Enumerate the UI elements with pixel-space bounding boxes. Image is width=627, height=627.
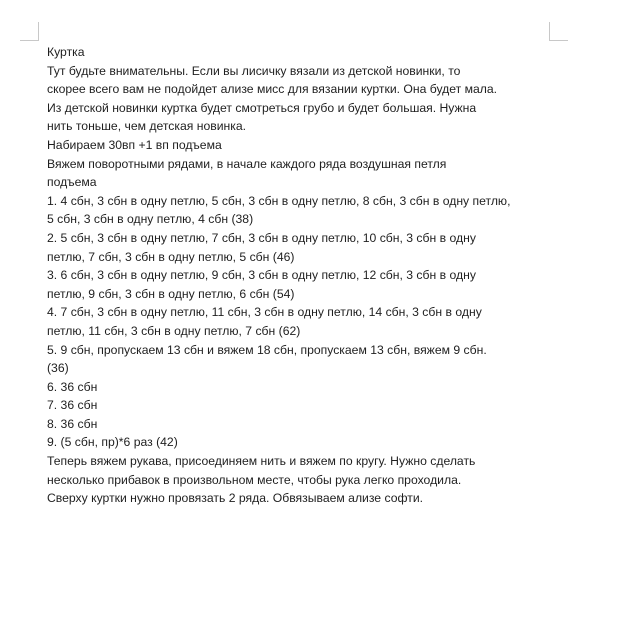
margin-corner-top-left xyxy=(20,22,39,41)
row-line: петлю, 7 сбн, 3 сбн в одну петлю, 5 сбн (46) xyxy=(47,249,295,264)
row-line: 8. 36 сбн xyxy=(47,416,98,431)
text-line: скорее всего вам не подойдет ализе мисс для вязании куртки. Она будет мала. xyxy=(47,82,498,97)
text-line: Тут будьте внимательны. Если вы лисичку вязали из детской новинки, то xyxy=(47,63,461,78)
text-line: Вяжем поворотными рядами, в начале каждого ряда воздушная петля xyxy=(47,156,447,171)
text-line: нить тоньше, чем детская новинка. xyxy=(47,119,247,134)
row-line: 7. 36 сбн xyxy=(47,398,98,413)
row-line: 2. 5 сбн, 3 сбн в одну петлю, 7 сбн, 3 сбн в одну петлю, 10 сбн, 3 сбн в одну xyxy=(47,230,476,245)
row-line: петлю, 11 сбн, 3 сбн в одну петлю, 7 сбн (62) xyxy=(47,323,301,338)
row-line: 5. 9 сбн, пропускаем 13 сбн и вяжем 18 сбн, пропускаем 13 сбн, вяжем 9 сбн. xyxy=(47,342,487,357)
row-line: петлю, 9 сбн, 3 сбн в одну петлю, 6 сбн (54) xyxy=(47,286,295,301)
row-line: 1. 4 сбн, 3 сбн в одну петлю, 5 сбн, 3 сбн в одну петлю, 8 сбн, 3 сбн в одну петлю, xyxy=(47,193,511,208)
document-body[interactable] xyxy=(47,43,607,508)
document-title: Куртка xyxy=(47,45,85,59)
row-line: 5 сбн, 3 сбн в одну петлю, 4 сбн (38) xyxy=(47,212,254,227)
row-line: 9. (5 сбн, пр)*6 раз (42) xyxy=(47,435,178,450)
row-line: 6. 36 сбн xyxy=(47,379,98,394)
margin-corner-top-right xyxy=(549,22,568,41)
row-line: 3. 6 сбн, 3 сбн в одну петлю, 9 сбн, 3 сбн в одну петлю, 12 сбн, 3 сбн в одну xyxy=(47,268,476,283)
text-line: подъема xyxy=(47,175,97,190)
text-line: Из детской новинки куртка будет смотреться грубо и будет большая. Нужна xyxy=(47,100,477,115)
text-line: несколько прибавок в произвольном месте, чтобы рука легко проходила. xyxy=(47,472,462,487)
row-line: 4. 7 сбн, 3 сбн в одну петлю, 11 сбн, 3 сбн в одну петлю, 14 сбн, 3 сбн в одну xyxy=(47,305,482,320)
text-line: Теперь вяжем рукава, присоединяем нить и вяжем по кругу. Нужно сделать xyxy=(47,454,476,469)
row-line: (36) xyxy=(47,361,69,376)
text-line: Сверху куртки нужно провязать 2 ряда. Обвязываем ализе софти. xyxy=(47,491,424,506)
text-line: Набираем 30вп +1 вп подъема xyxy=(47,137,222,152)
